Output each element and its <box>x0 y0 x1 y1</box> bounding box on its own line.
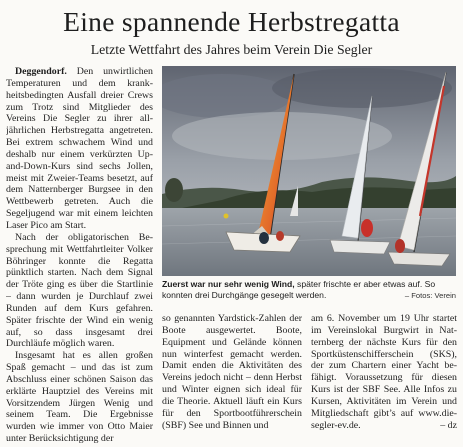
regatta-photo-graphic <box>162 66 456 276</box>
caption-text: später frischte er aber etwas auf. So konnten drei Durchgänge gesegelt werden. <box>162 279 436 300</box>
caption-lead: Zuerst war nur sehr wenig Wind, <box>162 279 295 289</box>
paragraph: Nach der obligatorischen Besprechung mit Wettfahrtleiter Volker Böhringer konnte die Regatta pünktlich starten. Nach dem Signal der Tröte ging es über die Startlinie – dann wurden je Durchlauf zwei Runden auf dem Kurs gefahren. Später frischte der Wind ein wenig auf, so dass insgesamt drei Durchläufe möglich waren. <box>6 231 153 350</box>
article-column-3 <box>311 313 457 445</box>
subheadline: Letzte Wettfahrt des Jahres beim Verein Die Segler <box>90 42 373 57</box>
paragraph: Insgesamt hat es allen großen Spaß gemacht – und das ist zum Abschluss einer schönen Saison das erklärte Hauptziel des Vereins mit Vorsitzendem Jürgen Wenig und seinem Team. Die Ergebnisse wurden wie immer von Otto Maier unter Berücksichtigung der <box>6 350 153 444</box>
dateline: Deggendorf. <box>15 66 67 77</box>
regatta-photo <box>162 66 456 276</box>
photo-caption <box>162 279 456 301</box>
paragraph-text: am 6. November um 19 Uhr startet im Vereinslokal Burgwirt in Natternberg der nächste Kurs für den Sportküstenschifferschein (SKS), der zum Chartern einer Yacht befähigt. Voraussetzung für diesen Kurs ist der SBF See. Alle Infos zu Kursen, Aktivitäten im Verein und Mitgliedschaft gibt’s auf www.die-segler-ev.de. <box>311 313 457 431</box>
headline: Eine spannende Herbstregatta <box>63 6 400 37</box>
paragraph: so genannten Yardstick-Zahlen der Boote ausgewertet. Boote, Equipment und Gelände können nun winterfest gemacht werden. Damit enden die Aktivitäten des Vereins jedoch nicht – denn Herbst und Winter eignen sich ideal für die Theorie. Aktuell läuft ein Kurs für den Sportbootführerschein (SBF) See und Binnen und <box>162 313 302 431</box>
paragraph-text: Den unwirtlichen Temperaturen und dem krankheitsbedingten Ausfall dreier Crews zum Trotz sind Mitglieder des Vereins Die Segler zu ihrer alljährlichen Herbstregatta angetreten. Bei extrem schwachem Wind und deshalb nur einem verkürzten Up-and-Down-Kurs sind sechs Jollen, meist mit Zweier-Teams besetzt, auf dem Natternberger Burgsee in den Wettbewerb getreten. Auch die Segeljugend war mit einem leichten Laser Pico am Start. <box>6 66 153 231</box>
paragraph <box>311 313 457 431</box>
paragraph <box>6 66 153 232</box>
article-column-1 <box>6 66 153 444</box>
article-column-2 <box>162 313 302 445</box>
author-signoff: – dz <box>440 419 457 431</box>
photo-credit: – Fotos: Verein <box>404 291 456 300</box>
